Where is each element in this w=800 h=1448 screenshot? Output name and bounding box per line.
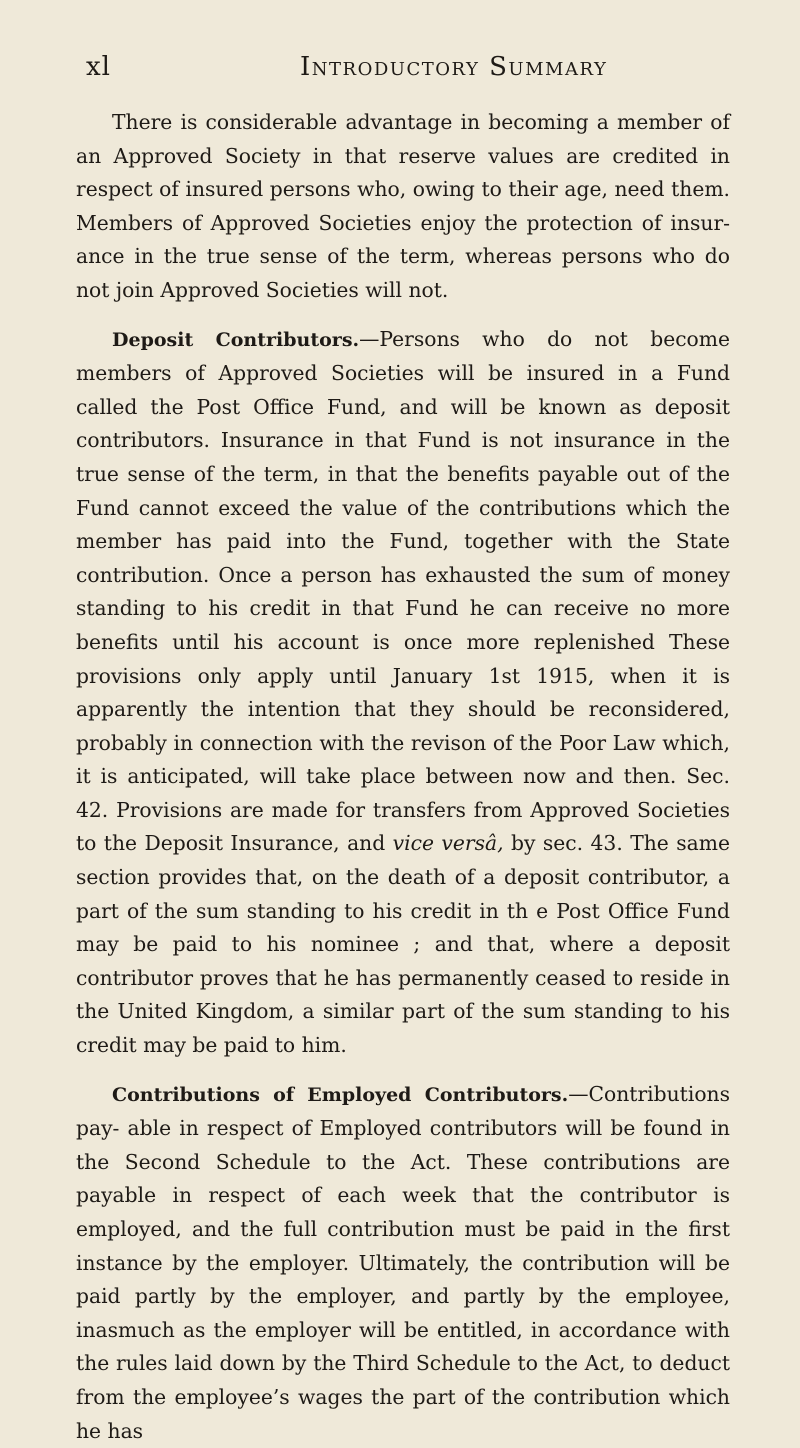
paragraph-text: There is considerable advantage in becoming a member of an Approved Society in that reserve values are credited in respect of insured persons who, owing to their age, need them. Members of Approved Societies enjoy the protection of insur- ance in the true sense of the term, whereas persons who do not join Approved Societies will not.: [76, 110, 730, 302]
running-head: [76, 52, 730, 96]
section-heading: Deposit Contributors.: [112, 328, 360, 351]
body-text: [76, 106, 730, 1448]
italic-phrase: vice versâ,: [392, 831, 504, 856]
paragraph-text: —Persons who do not become members of Approved Societies will be insured in a Fund called the Post Office Fund, and will be known as deposit contributors. Insurance in that Fund is not insurance in the true sense of the term, in that the benefits payable out of the Fund cannot exceed the value of the contributions which the member has paid into the Fund, together with the State contribution. Once a person has exhausted the sum of money standing to his credit in that Fund he can receive no more benefits until his account is once more replenished These provisions only apply until January 1st 1915, when it is apparently the intention that they should be reconsidered, probably in connection with the revison of the Poor Law which, it is anticipated, will take place between now and then. Sec. 42. Provisions are made for transfers from Approved Societies to the Deposit Insurance, and: [76, 326, 730, 856]
page-number: xl: [86, 52, 111, 82]
running-title: Introductory Summary: [300, 52, 608, 82]
paragraph-deposit-contributors: [76, 323, 730, 1063]
paragraph-text-continued: by sec. 43. The same section provides that, on the death of a deposit contributor, a part of the sum standing to his credit in th e Post Office Fund may be paid to his nominee ; and that, where a deposit contributor proves that he has permanently ceased to reside in the United Kingdom, a similar part of the sum standing to his credit may be paid to him.: [76, 831, 730, 1058]
paragraph-approved-societies: [76, 106, 730, 308]
paragraph-text: —Contributions pay- able in respect of Employed contributors will be found in the Second Schedule to the Act. These contributions are payable in respect of each week that the contributor is employed, and the full contribution must be paid in the first instance by the employer. Ultimately, the contribution will be paid partly by the employer, and partly by the employee, inasmuch as the employer will be entitled, in accordance with the rules laid down by the Third Schedule to the Act, to deduct from the employee’s wages the part of the contribution which he has: [76, 1081, 730, 1443]
section-heading: Contributions of Employed Contributors.: [112, 1083, 569, 1106]
paragraph-employed-contributors: [76, 1078, 730, 1448]
